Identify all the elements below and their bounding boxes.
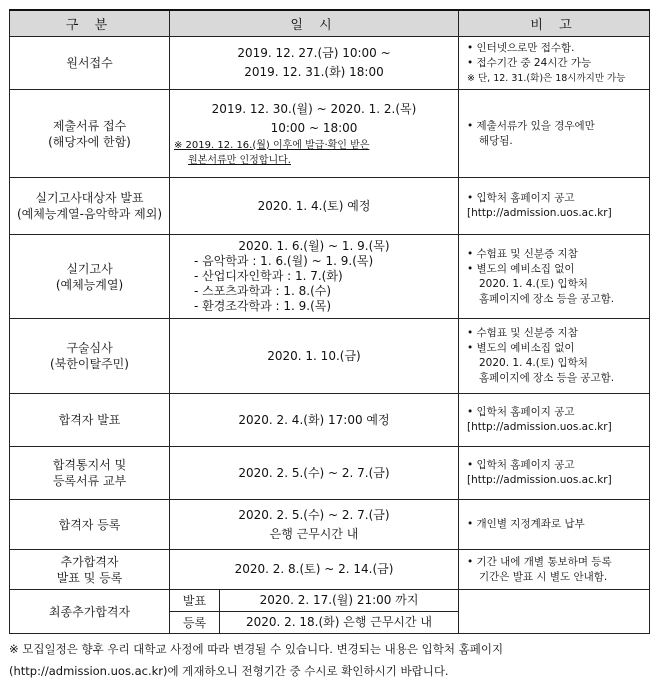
- remarks-cell: • 제출서류가 있을 경우에만 해당됨.: [459, 90, 650, 178]
- header-category: 구 분: [10, 10, 170, 37]
- table-row: [10, 590, 650, 612]
- header-row: [10, 10, 650, 37]
- date-cell: 2020. 1. 10.(금): [170, 319, 459, 394]
- table-row: [10, 394, 650, 447]
- date-cell: 2020. 2. 18.(화) 은행 근무시간 내: [220, 612, 459, 634]
- table-row: [10, 235, 650, 319]
- table-row: [10, 178, 650, 235]
- date-cell: 2020. 2. 5.(수) ~ 2. 7.(금) 은행 근무시간 내: [170, 500, 459, 550]
- header-remarks: 비 고: [459, 10, 650, 37]
- date-cell: 2019. 12. 27.(금) 10:00 ~ 2019. 12. 31.(화) 18:00: [170, 37, 459, 90]
- remarks-cell: • 수험표 및 신분증 지참 • 별도의 예비소집 없이 2020. 1. 4.(토) 입학처 홈페이지에 장소 등을 공고함.: [459, 235, 650, 319]
- announce-label: 발표: [170, 590, 220, 612]
- date-cell: 2020. 1. 6.(월) ~ 1. 9.(목) - 음악학과 : 1. 6.(월) ~ 1. 9.(목) - 산업디자인학과 : 1. 7.(화) - 스포츠과학과 : 1. 8.(수) - 환경조각학과 : 1. 9.(목): [170, 235, 459, 319]
- table-row: [10, 37, 650, 90]
- date-cell: 2020. 2. 17.(월) 21:00 까지: [220, 590, 459, 612]
- register-label: 등록: [170, 612, 220, 634]
- category-cell: 합격자 발표: [10, 394, 170, 447]
- table-row: [10, 90, 650, 178]
- remarks-cell: • 입학처 홈페이지 공고 [http://admission.uos.ac.kr]: [459, 178, 650, 235]
- category-cell: 추가합격자 발표 및 등록: [10, 550, 170, 590]
- category-cell: 최종추가합격자: [10, 590, 170, 634]
- remarks-cell: • 수험표 및 신분증 지참 • 별도의 예비소집 없이 2020. 1. 4.(토) 입학처 홈페이지에 장소 등을 공고함.: [459, 319, 650, 394]
- category-cell: 제출서류 접수 (해당자에 한함): [10, 90, 170, 178]
- footer-note: [9, 638, 649, 682]
- table-row: [10, 550, 650, 590]
- date-cell: 2019. 12. 30.(월) ~ 2020. 1. 2.(목) 10:00 ~ 18:00 ※ 2019. 12. 16.(월) 이후에 발급·확인 받은 원본서류만 인정합니다.: [170, 90, 459, 178]
- category-cell: 합격자 등록: [10, 500, 170, 550]
- date-cell: 2020. 2. 5.(수) ~ 2. 7.(금): [170, 447, 459, 500]
- schedule-table: [9, 9, 650, 634]
- remarks-cell: [459, 590, 650, 634]
- remarks-cell: • 인터넷으로만 접수함. • 접수기간 중 24시간 가능 ※ 단, 12. 31.(화)은 18시까지만 가능: [459, 37, 650, 90]
- header-date: 일 시: [170, 10, 459, 37]
- date-cell: 2020. 2. 4.(화) 17:00 예정: [170, 394, 459, 447]
- remarks-cell: • 기간 내에 개별 통보하며 등록 기간은 발표 시 별도 안내함.: [459, 550, 650, 590]
- category-cell: 원서접수: [10, 37, 170, 90]
- remarks-cell: • 입학처 홈페이지 공고 [http://admission.uos.ac.kr]: [459, 447, 650, 500]
- table-row: [10, 319, 650, 394]
- table-row: [10, 447, 650, 500]
- category-cell: 실기고사대상자 발표 (예체능계열-음악학과 제외): [10, 178, 170, 235]
- date-cell: 2020. 1. 4.(토) 예정: [170, 178, 459, 235]
- footer-line-1: ※ 모집일정은 향후 우리 대학교 사정에 따라 변경될 수 있습니다. 변경되는 내용은 입학처 홈페이지: [9, 642, 504, 656]
- remarks-cell: • 입학처 홈페이지 공고 [http://admission.uos.ac.kr]: [459, 394, 650, 447]
- remarks-cell: • 개인별 지정계좌로 납부: [459, 500, 650, 550]
- date-cell: 2020. 2. 8.(토) ~ 2. 14.(금): [170, 550, 459, 590]
- table-row: [10, 500, 650, 550]
- footer-line-2: (http://admission.uos.ac.kr)에 게재하오니 전형기간 중 수시로 확인하시기 바랍니다.: [9, 664, 449, 678]
- category-cell: 합격통지서 및 등록서류 교부: [10, 447, 170, 500]
- category-cell: 구술심사 (북한이탈주민): [10, 319, 170, 394]
- category-cell: 실기고사 (예체능계열): [10, 235, 170, 319]
